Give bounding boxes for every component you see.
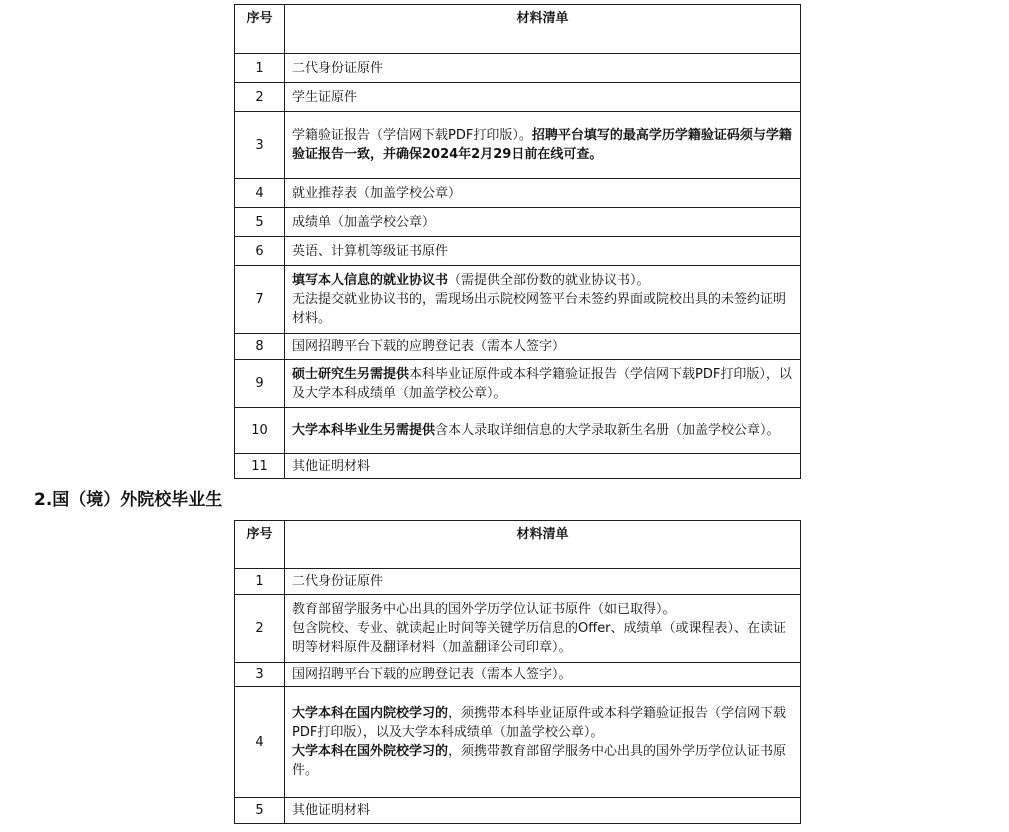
table-row: [235, 569, 801, 595]
row-text: 成绩单（加盖学校公章）: [285, 208, 801, 237]
row-text-bold: 大学本科在国内院校学习的: [292, 706, 449, 721]
row-text: [285, 408, 801, 454]
row-text: [285, 112, 801, 179]
row-text: 就业推荐表（加盖学校公章）: [285, 179, 801, 208]
table-row: [235, 237, 801, 266]
row-text-bold-2: 大学本科在国外院校学习的: [292, 744, 449, 759]
table-row: [235, 663, 801, 687]
table-row: [235, 595, 801, 663]
row-number: 4: [235, 179, 285, 208]
row-text-plain: 含本人录取详细信息的大学录取新生名册（加盖学校公章）。: [435, 423, 780, 438]
row-number: 1: [235, 54, 285, 83]
row-text: 二代身份证原件: [285, 569, 801, 595]
table-header-row: [235, 521, 801, 569]
table-row: [235, 54, 801, 83]
table-row: [235, 266, 801, 334]
row-text-bold: 填写本人信息的就业协议书: [292, 273, 449, 288]
table-row: [235, 208, 801, 237]
row-number: 3: [235, 112, 285, 179]
row-number: 2: [235, 83, 285, 112]
header-number: 序号: [235, 5, 285, 54]
row-text: 国网招聘平台下载的应聘登记表（需本人签字）: [285, 334, 801, 360]
table-row: [235, 408, 801, 454]
row-text-line2: ，须携带教育部留学服务中心出具的国外学历学位认证书原件。: [292, 744, 787, 778]
table-row: [235, 112, 801, 179]
row-number: 11: [235, 454, 285, 479]
header-number: 序号: [235, 521, 285, 569]
row-text-plain: 教育部留学服务中心出具的国外学历学位认证书原件（如已取得）。: [292, 602, 676, 617]
row-number: 2: [235, 595, 285, 663]
section-heading-foreign-graduates: 2.国（境）外院校毕业生: [34, 490, 223, 510]
row-number: 7: [235, 266, 285, 334]
row-text-bold: 硕士研究生另需提供: [292, 366, 410, 382]
row-number: 5: [235, 208, 285, 237]
row-text-line2: 无法提交就业协议书的，需现场出示院校网签平台未签约界面或院校出具的未签约证明材料。: [292, 292, 787, 326]
table-row: [235, 179, 801, 208]
table-row: [235, 687, 801, 798]
row-number: 4: [235, 687, 285, 798]
header-material-list: 材料清单: [285, 5, 801, 54]
row-text: [285, 266, 801, 334]
header-material-list: 材料清单: [285, 521, 801, 569]
row-number: 8: [235, 334, 285, 360]
row-number: 6: [235, 237, 285, 266]
table-row: [235, 334, 801, 360]
row-text-plain: 本科毕业证原件或本科学籍验证报告（学信网下载PDF打印版），以及大学本科成绩单（加盖学校公章）。: [292, 366, 792, 401]
row-text: 英语、计算机等级证书原件: [285, 237, 801, 266]
table-row: [235, 360, 801, 408]
row-text: [285, 360, 801, 408]
table-row: [235, 83, 801, 112]
row-text-line2: 包含院校、专业、就读起止时间等关键学历信息的Offer、成绩单（或课程表）、在读证明等材料原件及翻译材料（加盖翻译公司印章）。: [292, 621, 787, 655]
row-text: 其他证明材料: [285, 798, 801, 824]
row-text-bold: 招聘平台填写的最高学历学籍验证码须与学籍验证报告一致，并确保2024年2月29日前在线可查。: [292, 128, 792, 162]
row-number: 3: [235, 663, 285, 687]
row-number: 9: [235, 360, 285, 408]
materials-table-foreign: [234, 520, 801, 824]
row-text: 其他证明材料: [285, 454, 801, 479]
table-header-row: [235, 5, 801, 54]
row-text: [285, 687, 801, 798]
row-text-plain: ，须携带本科毕业证原件或本科学籍验证报告（学信网下载PDF打印版），以及大学本科成绩单（加盖学校公章）。: [292, 706, 787, 740]
table-row: [235, 454, 801, 479]
row-number: 5: [235, 798, 285, 824]
row-text-plain: 学籍验证报告（学信网下载PDF打印版）。: [292, 128, 532, 143]
row-text-bold: 大学本科毕业生另需提供: [292, 423, 436, 438]
row-text: 国网招聘平台下载的应聘登记表（需本人签字）。: [285, 663, 801, 687]
row-number: 10: [235, 408, 285, 454]
row-text-plain: （需提供全部份数的就业协议书）。: [448, 273, 650, 288]
row-number: 1: [235, 569, 285, 595]
row-text: 学生证原件: [285, 83, 801, 112]
table-row: [235, 798, 801, 824]
row-text: [285, 595, 801, 663]
row-text: 二代身份证原件: [285, 54, 801, 83]
materials-table-domestic: [234, 4, 801, 479]
